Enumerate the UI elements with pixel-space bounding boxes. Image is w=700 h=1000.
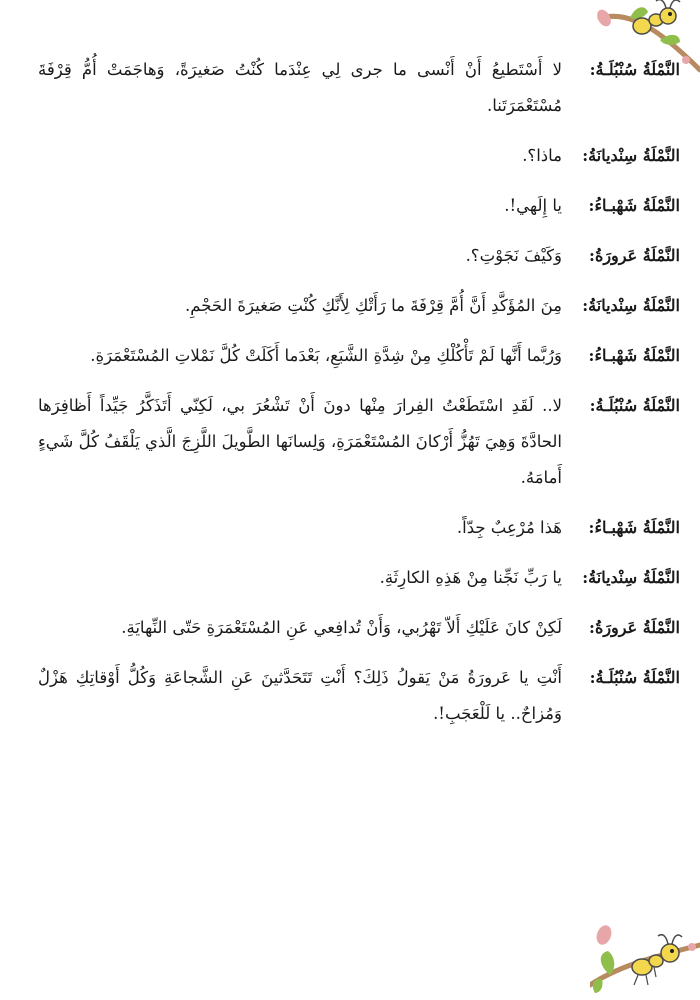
dialogue-line [38,52,680,124]
dialogue-page [38,52,680,746]
speech-text: وَرُبَّما أَنَّها لَمْ تَأْكُلْكِ مِنْ شِدَّةِ الشَّبَعِ، بَعْدَما أَكَلَتْ كُلَّ نَمْلاتِ المُسْتَعْمَرَةِ. [90,346,562,365]
speech-text: هَذا مُرْعِبٌ جِدّاً. [456,518,562,537]
speaker-name: النَّمْلَةُ سِنْديانَةُ: [582,296,680,315]
dialogue-line [38,388,680,496]
speech-text: ماذا؟. [522,146,562,165]
speaker-name: النَّمْلَةُ سُنْبُلَـةُ: [589,396,680,415]
dialogue-line [38,238,680,274]
speaker-name: النَّمْلَةُ عَرورَةُ: [589,246,680,265]
speaker-name: النَّمْلَةُ شَهْبـاءُ: [588,196,680,215]
dialogue-line [38,338,680,374]
dialogue-line [38,560,680,596]
speaker-name: النَّمْلَةُ سُنْبُلَـةُ: [589,60,680,79]
dialogue-line [38,660,680,732]
speaker-name: النَّمْلَةُ سُنْبُلَـةُ: [589,668,680,687]
speaker-name: النَّمْلَةُ شَهْبـاءُ: [588,346,680,365]
dialogue-line [38,288,680,324]
ant-on-branch-icon [590,905,700,1000]
speech-text: لا أَسْتَطيعُ أَنْ أَنْسى ما جرى لِي عِنْدَما كُنْتُ صَغيرَةً، وَهاجَمَتْ أُمُّ قِرْفَةَ مُسْتَعْمَرَتَنا. [38,60,562,115]
speech-text: مِنَ المُؤَكَّدِ أَنَّ أُمَّ قِرْفَةَ ما رَأَتْكِ لِأَنَّكِ كُنْتِ صَغيرَةَ الحَجْمِ. [185,296,562,315]
speaker-name: النَّمْلَةُ شَهْبـاءُ: [588,518,680,537]
speaker-name: النَّمْلَةُ سِنْديانَةُ: [582,568,680,587]
speaker-name: النَّمْلَةُ عَرورَةُ: [589,618,680,637]
speech-text: لَكِنْ كانَ عَلَيْكِ أَلاّ تَهْرُبي، وَأَنْ تُدافِعي عَنِ المُسْتَعْمَرَةِ حَتّى النِّهايَةِ. [121,618,562,637]
speech-text: أَنْتِ يا عَرورَةُ مَنْ يَقولُ ذَلِكَ؟ أَنْتِ تَتَحَدَّثينَ عَنِ الشَّجاعَةِ وَكُلُّ أَوْقاتِكِ هَزْلٌ وَمُزاحٌ.. يا لَلْعَجَبِ!. [38,668,562,723]
speech-text: لا.. لَقَدِ اسْتَطَعْتُ الفِرارَ مِنْها دونَ أَنْ تَشْعُرَ بي، لَكِنّي أَتَذَكَّرُ جَيِّداً أَظافِرَها الحادَّةَ وَهِيَ تَهُزُّ أَرْكانَ المُسْتَعْمَرَةِ، وَلِسانَها الطَّويلَ اللَّزِجَ الَّذي يَلْقَفُ كُلَّ شَيءٍ أَمامَهُ. [38,396,562,487]
speech-text: وَكَيْفَ نَجَوْتِ؟. [465,246,562,265]
dialogue-line [38,610,680,646]
dialogue-line [38,510,680,546]
speech-text: يا رَبِّ نَجِّنا مِنْ هَذِهِ الكارِثَةِ. [379,568,562,587]
dialogue-line [38,188,680,224]
dialogue-line [38,138,680,174]
speaker-name: النَّمْلَةُ سِنْديانَةُ: [582,146,680,165]
speech-text: يا إِلَهي!. [504,196,562,215]
